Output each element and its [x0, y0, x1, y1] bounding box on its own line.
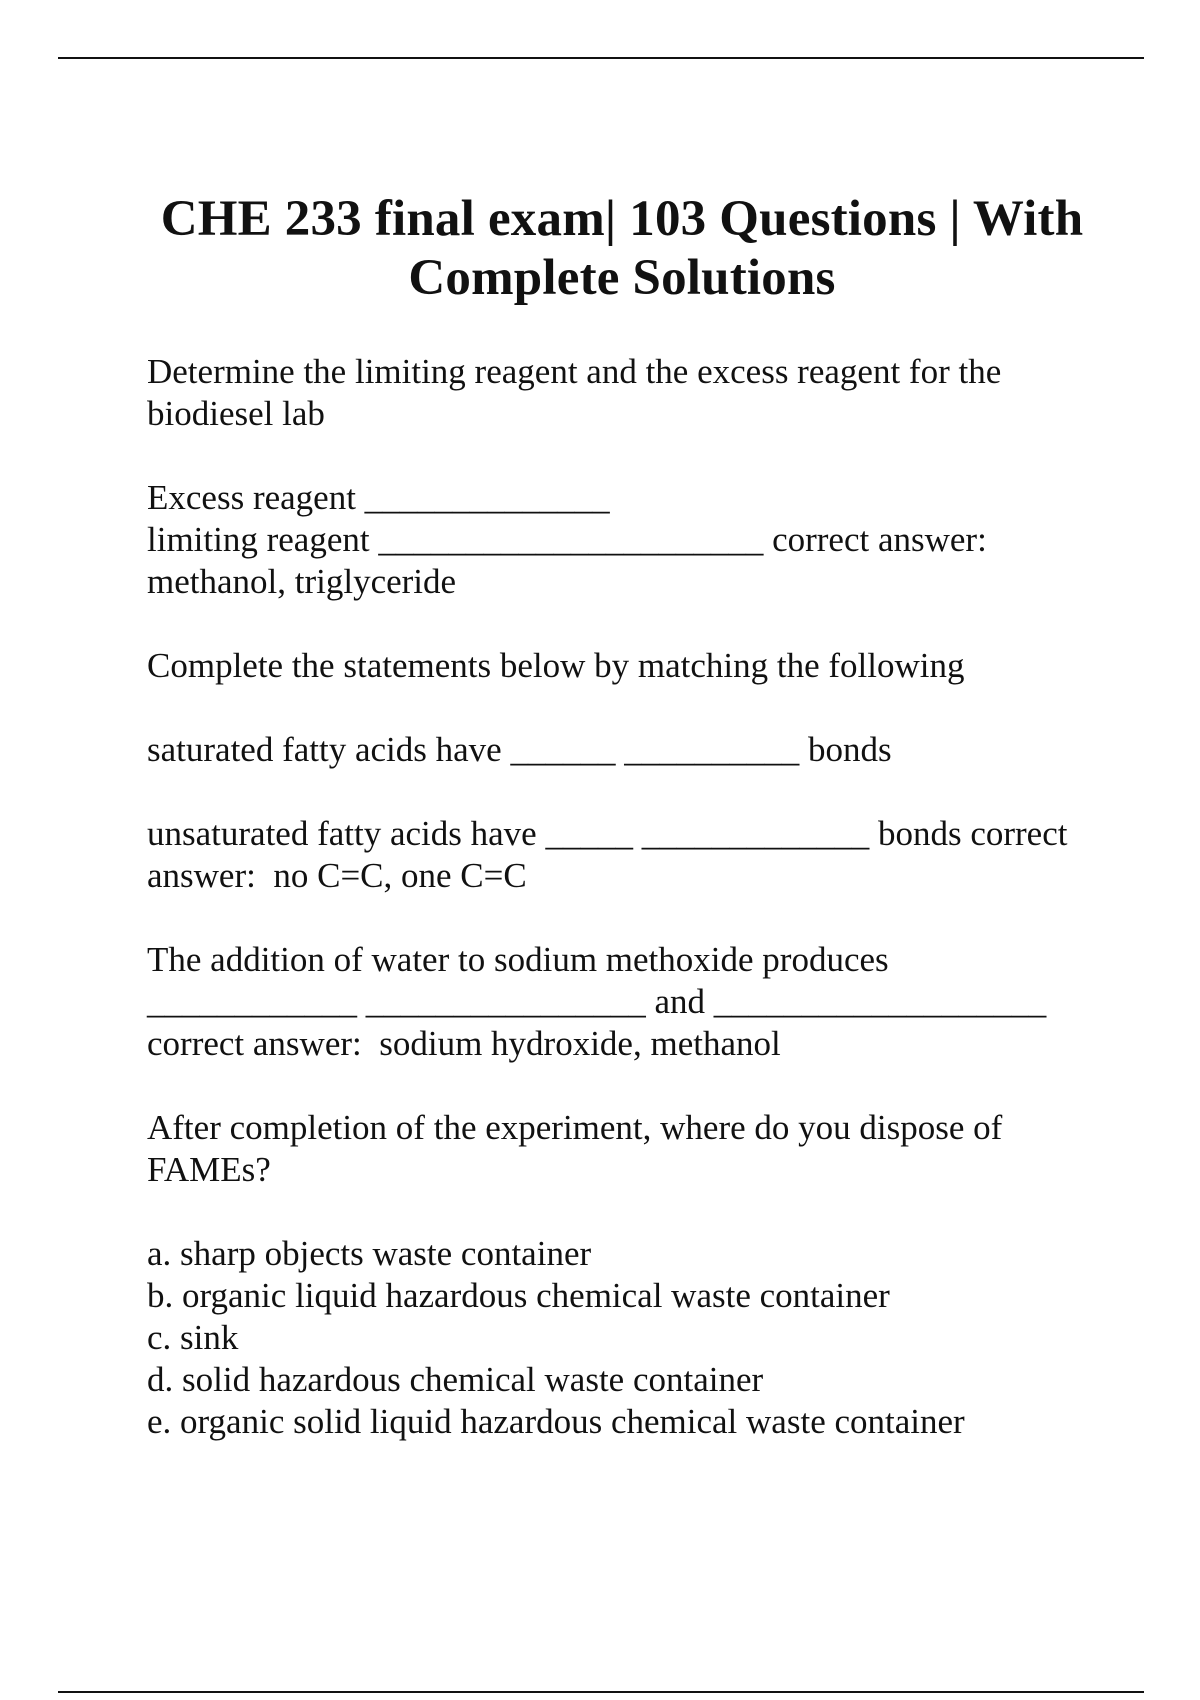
document-body — [147, 351, 1107, 1443]
bottom-divider — [58, 1691, 1144, 1693]
question-4-line-1: After completion of the experiment, where do you dispose of — [147, 1108, 1003, 1147]
question-3 — [147, 939, 1107, 1065]
question-4 — [147, 1107, 1107, 1191]
title-line-1: CHE 233 final exam| 103 Questions | With — [160, 191, 1084, 247]
question-2-statement-1 — [147, 729, 1107, 771]
option-d: d. solid hazardous chemical waste container — [147, 1360, 764, 1399]
document-title — [147, 190, 1097, 308]
question-1-answer — [147, 477, 1107, 603]
question-3-correct-answer: correct answer: sodium hydroxide, methanol — [147, 1024, 781, 1063]
question-2-correct-answer: answer: no C=C, one C=C — [147, 856, 527, 895]
question-3-line-1: The addition of water to sodium methoxide produces — [147, 940, 889, 979]
question-2-intro-line: Complete the statements below by matching the following — [147, 646, 965, 685]
question-1 — [147, 351, 1107, 435]
option-b: b. organic liquid hazardous chemical waste container — [147, 1276, 890, 1315]
question-2-intro — [147, 645, 1107, 687]
option-c: c. sink — [147, 1318, 239, 1357]
document-page — [147, 190, 1107, 1443]
question-2-statement-2 — [147, 813, 1107, 897]
question-4-options — [147, 1233, 1107, 1443]
question-1-line-2: biodiesel lab — [147, 394, 325, 433]
limiting-reagent-line: limiting reagent ______________________ correct answer: — [147, 520, 987, 559]
top-divider — [58, 57, 1144, 59]
question-3-blanks: ____________ ________________ and ___________________ — [147, 982, 1047, 1021]
title-line-2: Complete Solutions — [408, 250, 836, 306]
question-1-line-1: Determine the limiting reagent and the excess reagent for the — [147, 352, 1002, 391]
option-a: a. sharp objects waste container — [147, 1234, 592, 1273]
excess-reagent-line: Excess reagent ______________ — [147, 478, 610, 517]
option-e: e. organic solid liquid hazardous chemical waste container — [147, 1402, 965, 1441]
question-1-correct-answer: methanol, triglyceride — [147, 562, 457, 601]
saturated-statement: saturated fatty acids have ______ __________ bonds — [147, 730, 892, 769]
unsaturated-statement: unsaturated fatty acids have _____ _____________ bonds correct — [147, 814, 1068, 853]
question-4-line-2: FAMEs? — [147, 1150, 271, 1189]
